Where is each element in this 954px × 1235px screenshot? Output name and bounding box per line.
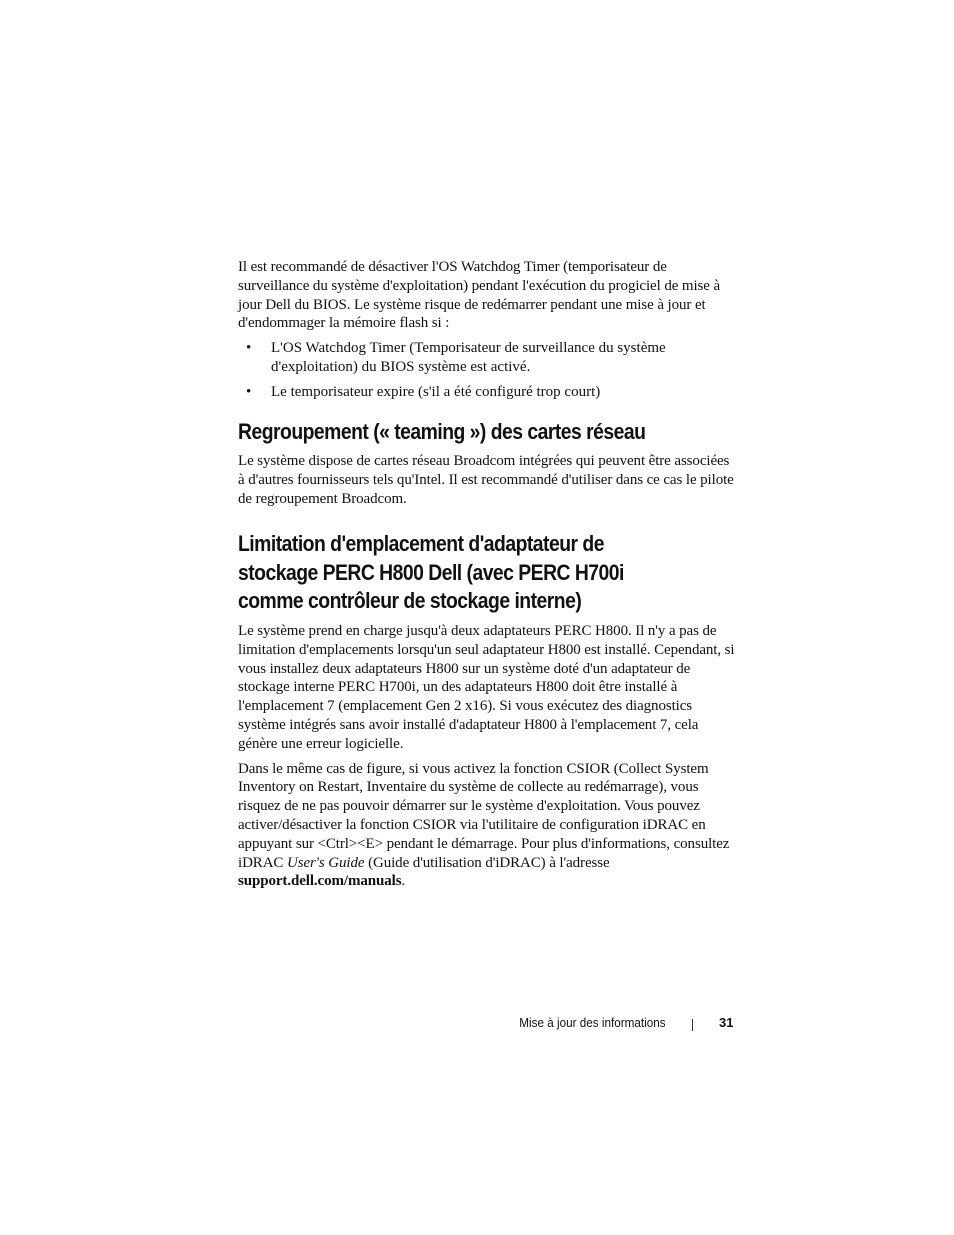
- paragraph-text: (Guide d'utilisation d'iDRAC) à l'adresse: [364, 854, 610, 871]
- list-item-text: Le temporisateur expire (s'il a été configuré trop court): [271, 383, 601, 400]
- section-heading-perc-slot-limitation: [238, 530, 737, 616]
- bullet-marker: •: [246, 383, 252, 400]
- support-url-link[interactable]: support.dell.com/manuals: [238, 873, 402, 890]
- paragraph-text: Dans le même cas de figure, si vous activez la fonction CSIOR (Collect System Inventory on Restart, Inventaire du système de collecte au redémarrage), vous risquez de ne pas pouvoir démarrer sur le système d'exploitation. Vous pouvez activer/désactiver la fonction CSIOR via l'utilitaire de configuration iDRAC en appuyant sur <Ctrl><E> pendant le démarrage. Pour plus d'informations, consultez iDRAC: [238, 760, 730, 871]
- bullet-list: [238, 339, 738, 401]
- perc-paragraph-2: [238, 760, 738, 892]
- perc-paragraph-1: Le système prend en charge jusqu'à deux adaptateurs PERC H800. Il n'y a pas de limitation d'emplacements lorsqu'un seul adaptateur H800 est installé. Cependant, si vous installez deux adaptateurs H800 sur un système doté d'un adaptateur de stockage interne PERC H700i, un des adaptateurs H800 doit être installé à l'emplacement 7 (emplacement Gen 2 x16). Si vous exécutez des diagnostics système intégrés sans avoir installé d'adaptateur H800 à l'emplacement 7, cela génère une erreur logicielle.: [238, 622, 735, 752]
- intro-paragraph: Il est recommandé de désactiver l'OS Watchdog Timer (temporisateur de surveillance du système d'exploitation) pendant l'exécution du progiciel de mise à jour Dell du BIOS. Le système risque de redémarrer pendant une mise à jour et d'endommager la mémoire flash si :: [238, 259, 721, 332]
- heading-line: stockage PERC H800 Dell (avec PERC H700i: [238, 559, 624, 585]
- heading-line: Limitation d'emplacement d'adaptateur de: [238, 531, 604, 557]
- page-number: 31: [719, 1015, 734, 1030]
- list-item-text: L'OS Watchdog Timer (Temporisateur de surveillance du système d'exploitation) du BIOS système est activé.: [271, 340, 666, 375]
- list-item: [238, 383, 738, 402]
- bullet-marker: •: [246, 340, 252, 357]
- users-guide-title: User's Guide: [287, 854, 365, 871]
- list-item: [238, 339, 738, 377]
- paragraph-text: .: [401, 873, 406, 890]
- footer-separator: [692, 1019, 693, 1031]
- page-content: [238, 258, 738, 897]
- footer-chapter-title: Mise à jour des informations: [519, 1015, 666, 1030]
- page-footer: [0, 1015, 954, 1035]
- section-heading-network-teaming: Regroupement (« teaming ») des cartes réseau: [238, 418, 646, 444]
- network-teaming-paragraph: Le système dispose de cartes réseau Broadcom intégrées qui peuvent être associées à d'autres fournisseurs tels qu'Intel. Il est recommandé d'utiliser dans ce cas le pilote de regroupement Broadcom.: [238, 453, 734, 507]
- heading-line: comme contrôleur de stockage interne): [238, 588, 582, 614]
